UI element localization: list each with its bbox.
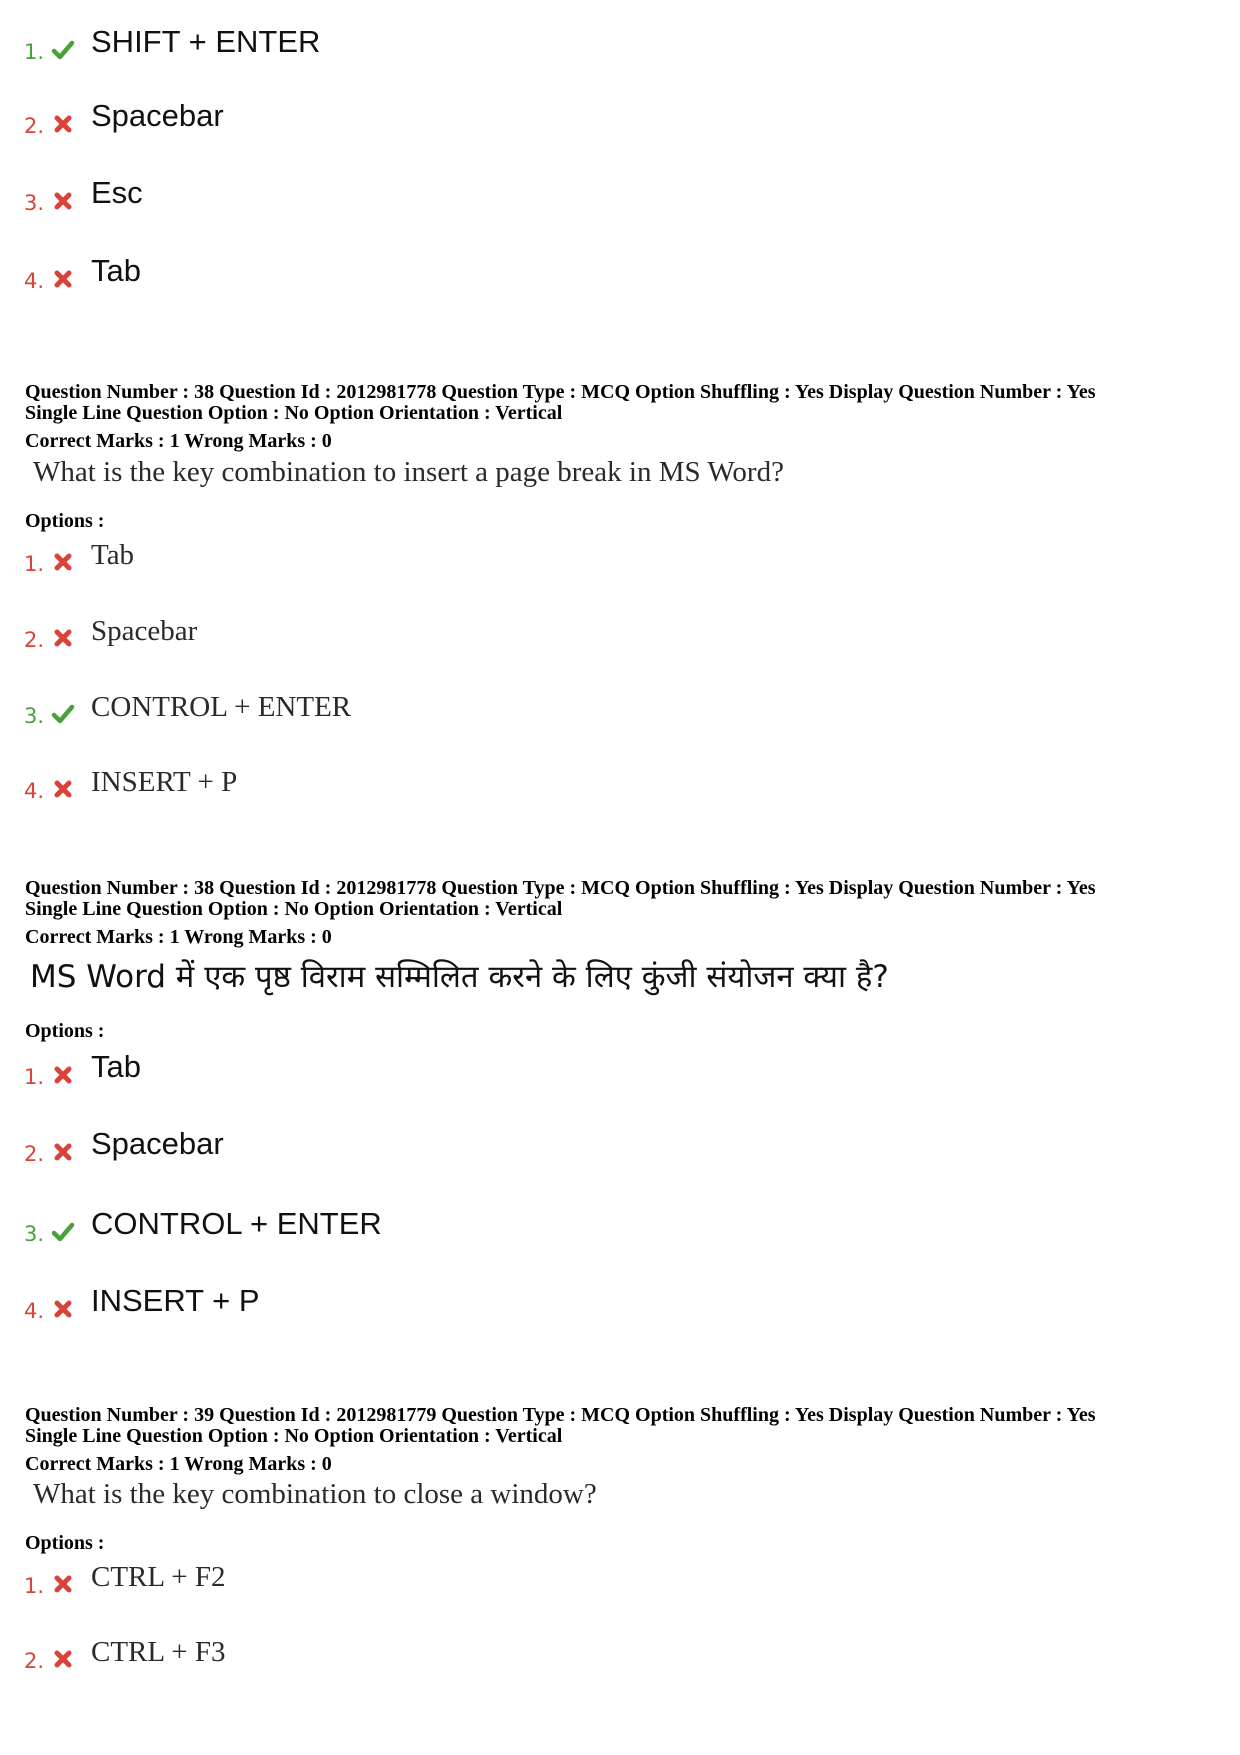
option-text: Spacebar	[91, 615, 198, 647]
question-text: What is the key combination to close a window?	[33, 1478, 597, 1510]
question-meta-line1: Question Number : 38 Question Id : 2012981778 Question Type : MCQ Option Shuffling : Yes Display Question Number : Yes	[25, 381, 1096, 403]
option-text: Tab	[91, 539, 135, 571]
option-text: Tab	[91, 253, 141, 288]
question-meta-line1: Question Number : 39 Question Id : 2012981779 Question Type : MCQ Option Shuffling : Yes Display Question Number : Yes	[25, 1404, 1096, 1426]
option-number: 1.	[24, 1574, 45, 1598]
option-text: CONTROL + ENTER	[91, 691, 352, 723]
option-text: INSERT + P	[91, 766, 238, 798]
cross-icon	[51, 626, 75, 650]
option-number: 4.	[24, 779, 45, 803]
option-number: 3.	[24, 704, 45, 728]
option-text: Spacebar	[91, 1126, 224, 1161]
q38-en-option-2	[24, 606, 1124, 654]
option-text: SHIFT + ENTER	[91, 24, 321, 59]
option-text: INSERT + P	[91, 1283, 260, 1318]
q38-en-option-4	[24, 757, 1124, 805]
check-icon	[51, 702, 75, 726]
option-text: CTRL + F3	[91, 1636, 226, 1668]
options-label: Options :	[25, 1020, 105, 1042]
q38-en-option-3	[24, 682, 1124, 730]
option-number: 1.	[24, 40, 45, 64]
top-option-4	[24, 247, 1124, 295]
question-meta-line2: Single Line Question Option : No Option Orientation : Vertical	[25, 898, 563, 920]
cross-icon	[51, 112, 75, 136]
q38-hi-option-1	[24, 1043, 1124, 1091]
q38-hi-option-4	[24, 1277, 1124, 1325]
cross-icon	[51, 777, 75, 801]
check-icon	[51, 1220, 75, 1244]
check-icon	[51, 38, 75, 62]
option-number: 4.	[24, 1299, 45, 1323]
option-number: 1.	[24, 552, 45, 576]
cross-icon	[51, 1572, 75, 1596]
question-text-hindi: MS Word में एक पृष्ठ विराम सम्मिलित करने के लिए कुंजी संयोजन क्या है?	[30, 959, 889, 995]
cross-icon	[51, 1297, 75, 1321]
top-option-1	[24, 18, 1124, 66]
question-marks: Correct Marks : 1 Wrong Marks : 0	[25, 926, 332, 948]
cross-icon	[51, 1647, 75, 1671]
option-number: 4.	[24, 269, 45, 293]
q39-option-1	[24, 1552, 1124, 1600]
cross-icon	[51, 1140, 75, 1164]
option-number: 1.	[24, 1065, 45, 1089]
q39-option-2	[24, 1627, 1124, 1675]
cross-icon	[51, 550, 75, 574]
q38-hi-option-3	[24, 1200, 1124, 1248]
question-marks: Correct Marks : 1 Wrong Marks : 0	[25, 1453, 332, 1475]
options-label: Options :	[25, 510, 105, 532]
question-meta-line2: Single Line Question Option : No Option Orientation : Vertical	[25, 1425, 563, 1447]
option-number: 3.	[24, 191, 45, 215]
option-text: CTRL + F2	[91, 1561, 226, 1593]
option-number: 2.	[24, 114, 45, 138]
cross-icon	[51, 1063, 75, 1087]
option-text: CONTROL + ENTER	[91, 1206, 382, 1241]
question-meta-line1: Question Number : 38 Question Id : 2012981778 Question Type : MCQ Option Shuffling : Yes Display Question Number : Yes	[25, 877, 1096, 899]
options-label: Options :	[25, 1532, 105, 1554]
option-text: Esc	[91, 175, 143, 210]
question-text: What is the key combination to insert a page break in MS Word?	[33, 456, 784, 488]
top-option-3	[24, 169, 1124, 217]
option-text: Tab	[91, 1049, 141, 1084]
question-marks: Correct Marks : 1 Wrong Marks : 0	[25, 430, 332, 452]
option-number: 2.	[24, 1649, 45, 1673]
option-number: 3.	[24, 1222, 45, 1246]
question-meta-line2: Single Line Question Option : No Option Orientation : Vertical	[25, 402, 563, 424]
option-number: 2.	[24, 1142, 45, 1166]
top-option-2	[24, 92, 1124, 140]
q38-hi-option-2	[24, 1120, 1124, 1168]
cross-icon	[51, 267, 75, 291]
option-number: 2.	[24, 628, 45, 652]
option-text: Spacebar	[91, 98, 224, 133]
q38-en-option-1	[24, 530, 1124, 578]
cross-icon	[51, 189, 75, 213]
